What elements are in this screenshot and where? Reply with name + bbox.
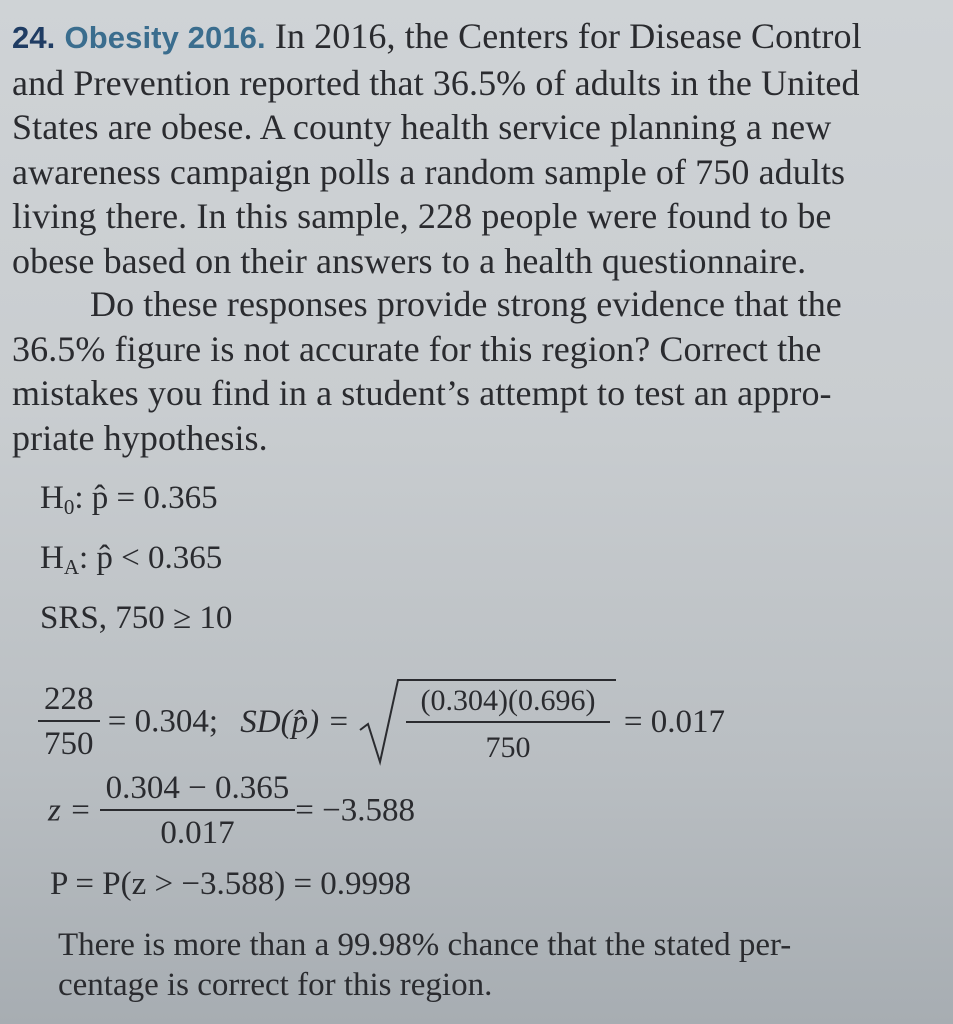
sd-label: SD(p̂) = bbox=[240, 703, 350, 740]
question-line-2: mistakes you find in a student’s attempt to test an appro- bbox=[12, 373, 832, 413]
sample-proportion-line: $\frac{228}{750}$ = 0.304; SD(p̂) = (0.304)(0.696) 750 = 0.017 bbox=[38, 672, 725, 772]
sample-fraction: $\frac{228}{750}$ bbox=[38, 681, 100, 763]
p-value-line: P = P(z > −3.588) = 0.9998 bbox=[50, 866, 412, 902]
question-line-1: 36.5% figure is not accurate for this region? Correct the bbox=[12, 328, 822, 369]
question-statement bbox=[12, 282, 942, 460]
problem-number: 24. bbox=[12, 20, 56, 55]
z-score-line: z = $\frac{0.304 - 0.365}{0.017}$ = −3.588 bbox=[48, 770, 415, 851]
z-fraction: $\frac{0.304 - 0.365}{0.017}$ bbox=[100, 770, 296, 852]
problem-line-5: obese based on their answers to a health questionnaire. bbox=[12, 240, 807, 281]
problem-line-1: and Prevention reported that 36.5% of adults in the United bbox=[12, 62, 860, 103]
conditions-line: SRS, 750 ≥ 10 bbox=[40, 600, 233, 636]
null-hypothesis: $H_0$: p̂ = 0.365 bbox=[40, 480, 218, 519]
problem-line-4: living there. In this sample, 228 people were found to be bbox=[12, 196, 832, 236]
question-line-3: priate hypothesis. bbox=[12, 417, 268, 458]
sqrt-expression bbox=[358, 672, 618, 772]
conclusion-line-2: centage is correct for this region. bbox=[58, 967, 493, 1003]
alternative-hypothesis: $H_A$: p̂ < 0.365 bbox=[40, 540, 223, 579]
problem-statement bbox=[12, 14, 942, 283]
question-line-0: Do these responses provide strong evidence that the bbox=[90, 284, 842, 324]
sd-result: = 0.017 bbox=[623, 703, 725, 740]
sqrt-sign-icon bbox=[358, 672, 618, 772]
sqrt-numerator: (0.304)(0.696) bbox=[420, 684, 596, 717]
sqrt-denominator: 750 bbox=[485, 731, 531, 764]
problem-title: Obesity 2016. bbox=[64, 20, 266, 55]
problem-line-3: awareness campaign polls a random sample of 750 adults bbox=[12, 151, 846, 192]
conclusion-line-1: There is more than a 99.98% chance that the stated per- bbox=[58, 927, 792, 963]
problem-line-2: States are obese. A county health service planning a new bbox=[12, 107, 832, 147]
problem-first-line bbox=[12, 14, 942, 61]
conclusion bbox=[58, 925, 791, 1005]
problem-line-0: In 2016, the Centers for Disease Control bbox=[274, 16, 862, 56]
